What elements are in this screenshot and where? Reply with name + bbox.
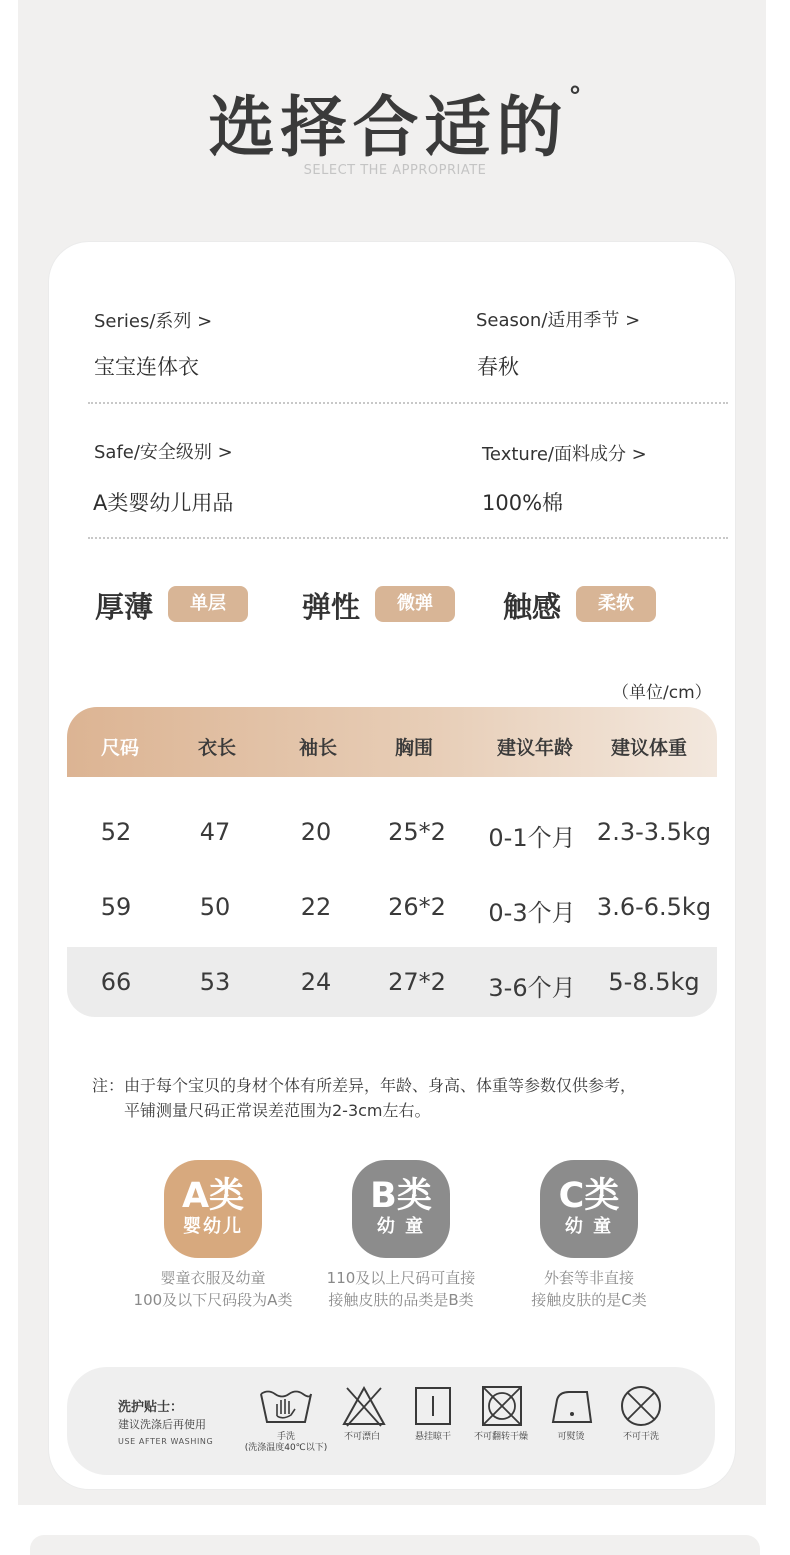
next-section-edge	[30, 1535, 760, 1555]
table-cell: 26*2	[388, 893, 446, 921]
line-dry-icon	[413, 1384, 453, 1428]
table-cell: 3-6个月	[488, 974, 576, 1002]
table-cell: 50	[199, 893, 231, 921]
class-b-badge: B类 幼 童	[352, 1160, 450, 1258]
table-cell: 53	[199, 968, 231, 996]
class-b-desc: 110及以上尺码可直接 接触皮肤的品类是B类	[326, 1269, 476, 1309]
season-value: 春秋	[477, 355, 519, 379]
safe-label: Safe/安全级别 >	[94, 442, 233, 463]
series-label: Series/系列 >	[94, 311, 213, 332]
line-dry-label: 悬挂晾干	[414, 1432, 452, 1442]
class-a-desc: 婴童衣服及幼童 100及以下尺码段为A类	[133, 1269, 293, 1309]
divider	[88, 402, 728, 404]
header-weight: 建议体重	[610, 737, 688, 759]
elasticity-title: 弹性	[302, 590, 361, 624]
care-subtitle-en: USE AFTER WASHING	[118, 1437, 214, 1446]
table-cell: 27*2	[388, 968, 446, 996]
table-cell: 2.3-3.5kg	[596, 818, 712, 846]
no-dry-clean-icon	[619, 1384, 663, 1428]
safe-value: A类婴幼儿用品	[93, 491, 234, 515]
class-c-badge: C类 幼 童	[540, 1160, 638, 1258]
hand-wash-icon	[258, 1384, 314, 1428]
iron-label: 可熨烫	[557, 1432, 585, 1442]
thickness-title: 厚薄	[95, 590, 154, 624]
no-tumble-dry-label: 不可翻转干燥	[473, 1432, 529, 1442]
page-title: 选择合适的°	[208, 82, 582, 166]
elasticity-tag: 微弹	[375, 586, 455, 622]
note-line-1: 注：由于每个宝贝的身材个体有所差异，年龄、身高、体重等参数仅供参考，	[92, 1076, 637, 1095]
thickness-tag: 单层	[168, 586, 248, 622]
header-sleeve: 袖长	[298, 737, 338, 759]
no-bleach-icon	[341, 1384, 387, 1428]
care-subtitle: 建议洗涤后再使用	[118, 1418, 206, 1431]
table-cell: 3.6-6.5kg	[596, 893, 712, 921]
table-cell: 0-1个月	[488, 824, 576, 852]
texture-label: Texture/面料成分 >	[482, 444, 647, 465]
class-c-desc: 外套等非直接 接触皮肤的是C类	[531, 1269, 647, 1309]
page-subtitle: SELECT THE APPROPRIATE	[303, 163, 487, 178]
season-label: Season/适用季节 >	[476, 310, 641, 331]
iron-icon	[549, 1384, 595, 1428]
table-cell: 25*2	[388, 818, 446, 846]
table-cell: 5-8.5kg	[608, 968, 700, 996]
texture-value: 100%棉	[482, 491, 564, 515]
unit-label: （单位/cm）	[612, 683, 712, 703]
touch-tag: 柔软	[576, 586, 656, 622]
table-cell: 52	[100, 818, 132, 846]
no-tumble-dry-icon	[480, 1384, 524, 1428]
note-line-2: 平铺测量尺码正常误差范围为2-3cm左右。	[124, 1101, 431, 1120]
table-cell: 22	[300, 893, 332, 921]
table-cell: 66	[100, 968, 132, 996]
hand-wash-label: 手洗 (洗涤温度40℃以下)	[244, 1432, 328, 1453]
table-cell: 20	[300, 818, 332, 846]
class-a-badge: A类 婴幼儿	[164, 1160, 262, 1258]
header-size: 尺码	[100, 737, 140, 759]
table-cell: 47	[199, 818, 231, 846]
table-cell: 59	[100, 893, 132, 921]
divider	[88, 537, 728, 539]
series-value: 宝宝连体衣	[94, 355, 199, 379]
care-title: 洗护贴士：	[118, 1400, 184, 1415]
header-length: 衣长	[197, 737, 237, 759]
table-cell: 0-3个月	[488, 899, 576, 927]
no-dry-clean-label: 不可干洗	[622, 1432, 660, 1442]
header-chest: 胸围	[394, 737, 434, 759]
no-bleach-label: 不可漂白	[343, 1432, 381, 1442]
title-mark: °	[568, 82, 582, 112]
header-age: 建议年龄	[496, 737, 574, 759]
touch-title: 触感	[503, 590, 562, 624]
table-cell: 24	[300, 968, 332, 996]
